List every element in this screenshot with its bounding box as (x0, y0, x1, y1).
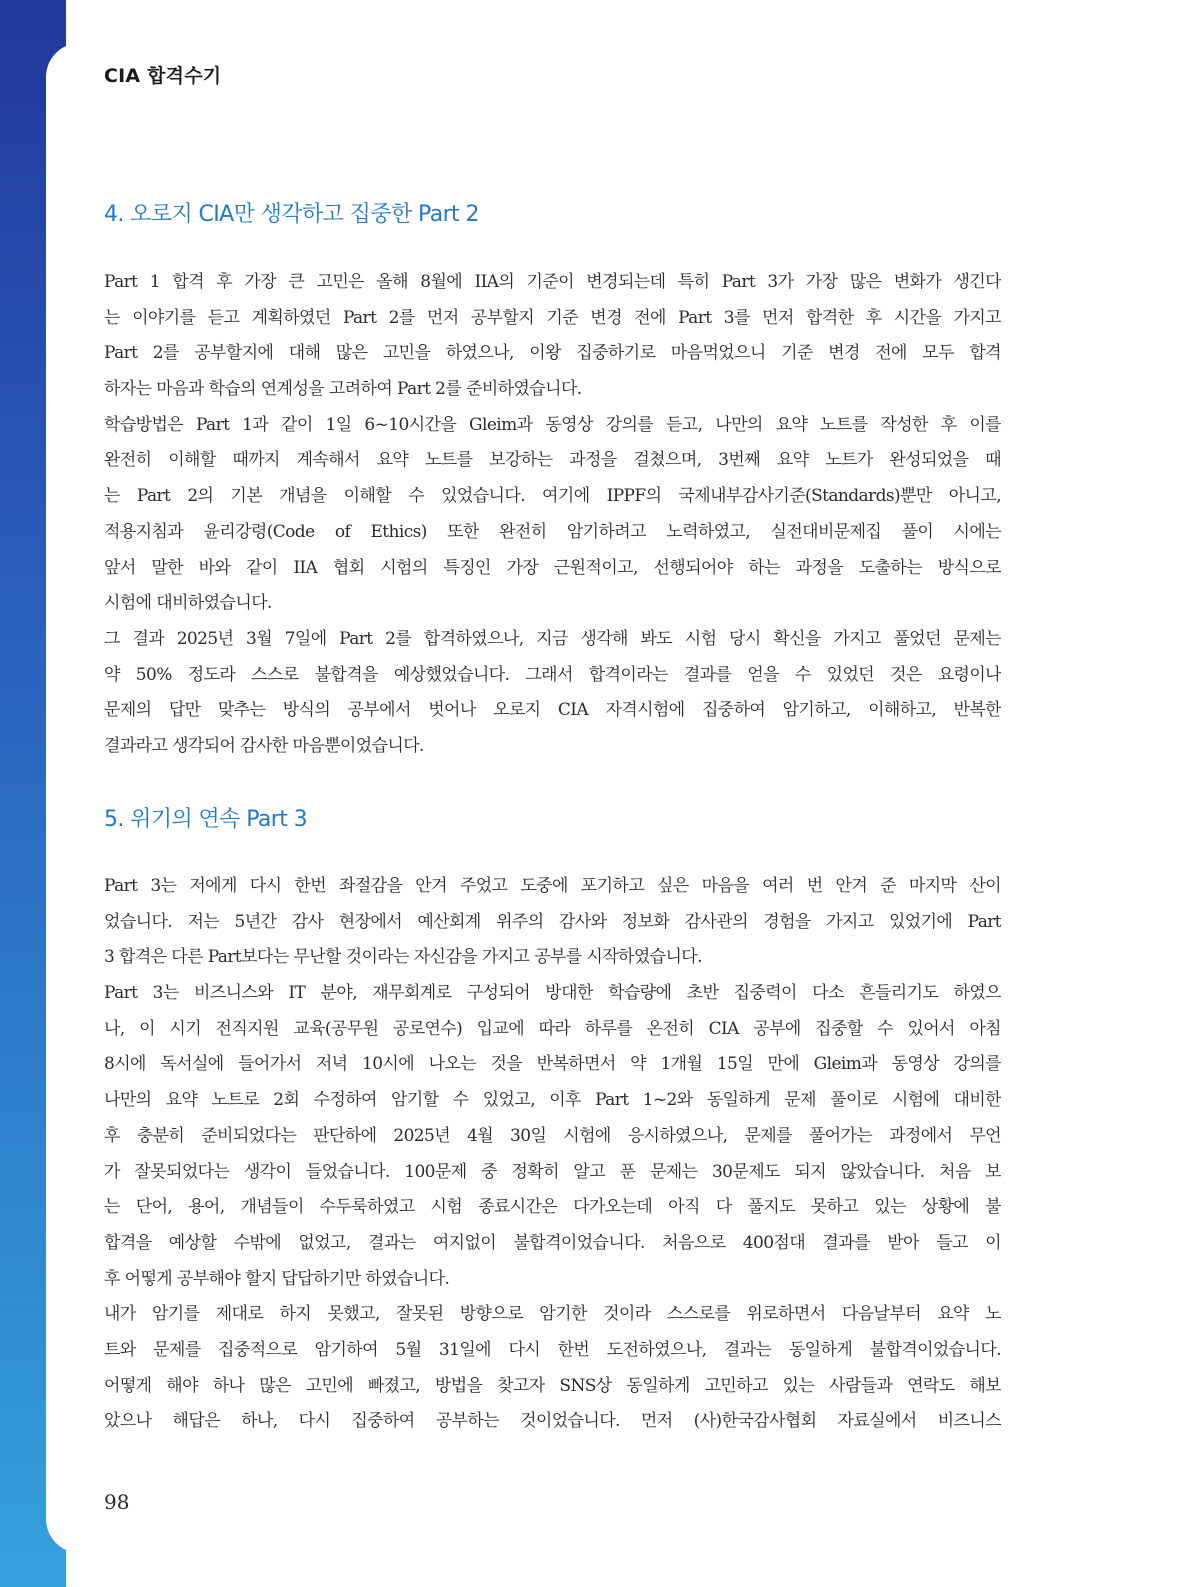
text-line: 문제의 답만 맞추는 방식의 공부에서 벗어나 오로지 CIA 자격시험에 집중하여 암기하고, 이해하고, 반복한 (104, 700, 1001, 721)
text-line: 시험에 대비하였습니다. (104, 593, 272, 614)
text-line: 가 잘못되었다는 생각이 들었습니다. 100문제 중 정확히 알고 푼 문제는 30문제도 되지 않았습니다. 처음 보 (104, 1161, 1001, 1182)
text-line: 약 50% 정도라 스스로 불합격을 예상했었습니다. 그래서 합격이라는 결과를 얻을 수 있었던 것은 요령이나 (104, 664, 1001, 685)
text-line: 3 합격은 다른 Part보다는 무난할 것이라는 자신감을 가지고 공부를 시작하였습니다. (104, 947, 702, 968)
text-line: 학습방법은 Part 1과 같이 1일 6~10시간을 Gleim과 동영상 강의를 듣고, 나만의 요약 노트를 작성한 후 이를 (104, 414, 1001, 435)
text-line: 는 Part 2의 기본 개념을 이해할 수 있었습니다. 여기에 IPPF의 국제내부감사기준(Standards)뿐만 아니고, (104, 486, 1001, 507)
text-line: 결과라고 생각되어 감사한 마음뿐이었습니다. (104, 735, 424, 756)
text-line: 트와 문제를 집중적으로 암기하여 5월 31일에 다시 한번 도전하였으나, 결과는 동일하게 불합격이었습니다. (104, 1339, 1001, 1360)
text-line: 어떻게 해야 하나 많은 고민에 빠졌고, 방법을 찾고자 SNS상 동일하게 고민하고 있는 사람들과 연락도 해보 (104, 1375, 1001, 1396)
text-line: 적용지침과 윤리강령(Code of Ethics) 또한 완전히 암기하려고 노력하였고, 실전대비문제집 풀이 시에는 (104, 521, 1001, 542)
section-4-body (104, 265, 1001, 765)
text-line: 앞서 말한 바와 같이 IIA 협회 시험의 특징인 가장 근원적이고, 선행되어야 하는 과정을 도출하는 방식으로 (104, 557, 1001, 578)
text-line: 완전히 이해할 때까지 계속해서 요약 노트를 보강하는 과정을 걸쳤으며, 3번째 요약 노트가 완성되었을 때 (104, 450, 1001, 471)
text-line: 었습니다. 저는 5년간 감사 현장에서 예산회계 위주의 감사와 정보화 감사관의 경험을 가지고 있었기에 Part (104, 911, 1001, 932)
text-line: 8시에 독서실에 들어가서 저녁 10시에 나오는 것을 반복하면서 약 1개월 15일 만에 Gleim과 동영상 강의를 (104, 1054, 1001, 1075)
text-line: Part 1 합격 후 가장 큰 고민은 올해 8월에 IIA의 기준이 변경되는데 특히 Part 3가 가장 많은 변화가 생긴다 (104, 272, 1001, 292)
running-header: CIA 합격수기 (104, 65, 222, 87)
text-line: 는 단어, 용어, 개념들이 수두룩하였고 시험 종료시간은 다가오는데 아직 다 풀지도 못하고 있는 상황에 불 (104, 1197, 1001, 1218)
text-line: 그 결과 2025년 3월 7일에 Part 2를 합격하였으나, 지금 생각해 봐도 시험 당시 확신을 가지고 풀었던 문제는 (104, 628, 1001, 649)
text-line: 후 충분히 준비되었다는 판단하에 2025년 4월 30일 시험에 응시하였으나, 문제를 풀어가는 과정에서 무언 (104, 1125, 1001, 1146)
page-number: 98 (104, 1490, 130, 1514)
section-4-heading: 4. 오로지 CIA만 생각하고 집중한 Part 2 (104, 202, 479, 227)
text-line: Part 3는 비즈니스와 IT 분야, 재무회계로 구성되어 방대한 학습량에 초반 집중력이 다소 흔들리기도 하였으 (104, 983, 1001, 1004)
text-line: 후 어떻게 공부해야 할지 답답하기만 하였습니다. (104, 1268, 450, 1289)
section-5-heading: 5. 위기의 연속 Part 3 (104, 807, 308, 832)
text-line: 는 이야기를 듣고 계획하였던 Part 2를 먼저 공부할지 기준 변경 전에 Part 3를 먼저 합격한 후 시간을 가지고 (104, 307, 1001, 328)
text-line: 나만의 요약 노트로 2회 수정하여 암기할 수 있었고, 이후 Part 1~2와 동일하게 문제 풀이로 시험에 대비한 (104, 1090, 1001, 1111)
text-line: 내가 암기를 제대로 하지 못했고, 잘못된 방향으로 암기한 것이라 스스로를 위로하면서 다음날부터 요약 노 (104, 1304, 1001, 1325)
text-line: 았으나 해답은 하나, 다시 집중하여 공부하는 것이었습니다. 먼저 (사)한국감사협회 자료실에서 비즈니스 (104, 1411, 1001, 1432)
section-5-body (104, 869, 1001, 1440)
text-line: Part 3는 저에게 다시 한번 좌절감을 안겨 주었고 도중에 포기하고 싶은 마음을 여러 번 안겨 준 마지막 산이 (104, 876, 1001, 896)
text-line: Part 2를 공부할지에 대해 많은 고민을 하였으나, 이왕 집중하기로 마음먹었으니 기준 변경 전에 모두 합격 (104, 343, 1001, 364)
text-line: 나, 이 시기 전직지원 교육(공무원 공로연수) 입교에 따라 하루를 온전히 CIA 공부에 집중할 수 있어서 아침 (104, 1018, 1001, 1039)
text-line: 합격을 예상할 수밖에 없었고, 결과는 여지없이 불합격이었습니다. 처음으로 400점대 결과를 받아 들고 이 (104, 1232, 1001, 1253)
text-line: 하자는 마음과 학습의 연계성을 고려하여 Part 2를 준비하였습니다. (104, 379, 582, 400)
